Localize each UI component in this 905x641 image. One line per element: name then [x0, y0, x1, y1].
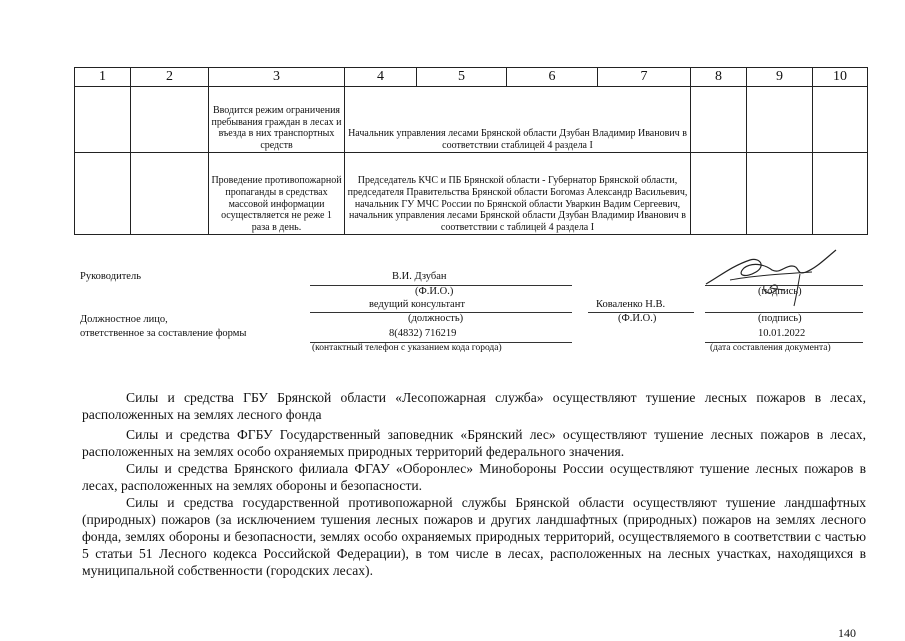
handwritten-signature — [700, 246, 850, 310]
table-cell — [691, 153, 747, 235]
table-cell — [75, 87, 131, 153]
paragraph: Силы и средства ГБУ Брянской области «Лесопожарная служба» осуществляют тушение лесных пожаров в лесах, расположенных на землях лесного фонда — [82, 390, 866, 422]
position-value: ведущий консультант — [369, 299, 465, 310]
table-cell — [691, 87, 747, 153]
column-header: 2 — [131, 68, 209, 87]
date-caption: (дата составления документа) — [710, 343, 831, 353]
position-caption: (должность) — [408, 313, 464, 324]
official-signature-caption: (подпись) — [758, 313, 802, 324]
column-header: 8 — [691, 68, 747, 87]
table-cell — [131, 153, 209, 235]
column-header: 10 — [813, 68, 868, 87]
table-cell — [747, 153, 813, 235]
official-label-line1: Должностное лицо, — [80, 314, 168, 325]
column-header: 5 — [417, 68, 507, 87]
table-row — [75, 153, 868, 235]
measures-table — [74, 67, 868, 235]
paragraph: Силы и средства ФГБУ Государственный заповедник «Брянский лес» осуществляют тушение лесных пожаров в лесах, расположенных на землях особо охраняемых природных территорий федерального значения. — [82, 427, 866, 459]
official-label-line2: ответственное за составление формы — [80, 328, 247, 339]
column-header: 6 — [507, 68, 598, 87]
phone-value: 8(4832) 716219 — [389, 328, 457, 339]
table-cell — [75, 153, 131, 235]
table-cell — [813, 153, 868, 235]
column-header: 7 — [598, 68, 691, 87]
head-fio-caption: (Ф.И.О.) — [415, 286, 454, 297]
official-name: Коваленко Н.В. — [596, 299, 666, 310]
official-name-caption: (Ф.И.О.) — [618, 313, 657, 324]
head-name: В.И. Дзубан — [392, 271, 447, 282]
column-header: 4 — [345, 68, 417, 87]
paragraph: Силы и средства государственной противопожарной службы Брянской области осуществляют тушение ландшафтных (природных) пожаров (за исключением тушения лесных пожаров и других ландшафтных (природных) пожаров на землях лесного фонда, землях обороны и безопасности, землях особо охраняемых природных территорий, осуществляемого в соответствии с частью 5 статьи 51 Лесного кодекса Российской Федерации), в том числе в лесах, расположенных на лесных участках, находящихся в муниципальной собственности (городских лесах). — [82, 495, 866, 578]
head-label: Руководитель — [80, 271, 141, 282]
head-signature-caption: (подпись) — [758, 286, 802, 297]
responsible-cell: Председатель КЧС и ПБ Брянской области - Губернатор Брянской области, председателя Правительства Брянской области Богомаз Александр Васильевич, начальник ГУ МЧС России по Брянской области Уваркин Вадим Сергеевич, начальник управления лесами Брянской области Дзубан Владимир Иванович в соответствии с таблицей 4 раздела I — [345, 153, 691, 235]
measure-cell: Проведение противопожарной пропаганды в средствах массовой информации осуществляется не реже 1 раза в день. — [209, 153, 345, 235]
paragraph: Силы и средства Брянского филиала ФГАУ «Оборонлес» Минобороны России осуществляют тушение лесных пожаров в лесах, расположенных на землях обороны и безопасности. — [82, 461, 866, 493]
table-cell — [131, 87, 209, 153]
table-row — [75, 87, 868, 153]
page-number: 140 — [838, 626, 856, 640]
table-cell — [813, 87, 868, 153]
phone-caption: (контактный телефон с указанием кода города) — [312, 343, 502, 353]
table-cell — [747, 87, 813, 153]
responsible-cell: Начальник управления лесами Брянской области Дзубан Владимир Иванович в соответствии стаблицей 4 раздела I — [345, 87, 691, 153]
column-header: 1 — [75, 68, 131, 87]
column-header: 3 — [209, 68, 345, 87]
measure-cell: Вводится режим ограничения пребывания граждан в лесах и въезда в них транспортных средств — [209, 87, 345, 153]
date-value: 10.01.2022 — [758, 328, 806, 339]
table-header-row — [75, 68, 868, 87]
column-header: 9 — [747, 68, 813, 87]
